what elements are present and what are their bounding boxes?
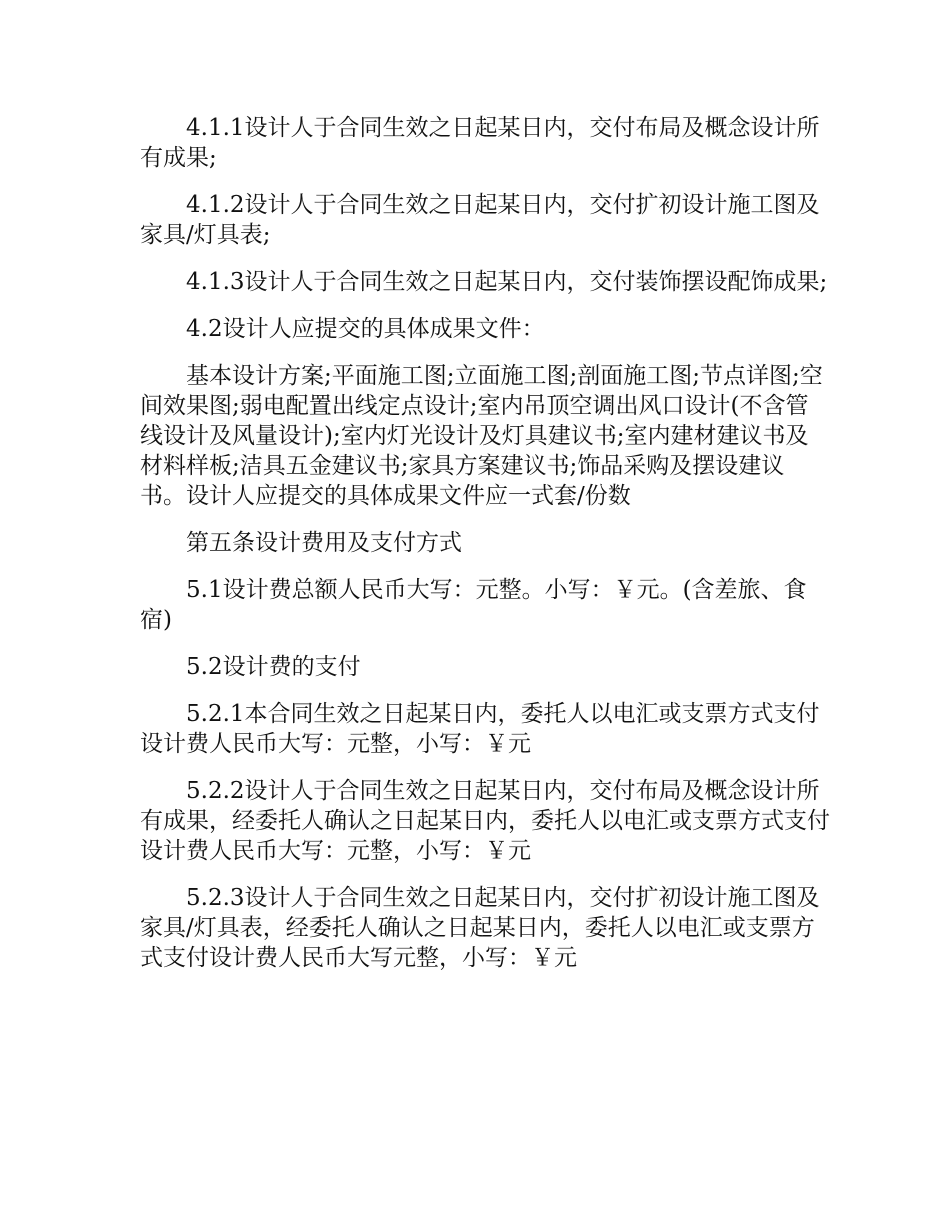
clause-4-1-2: 4.1.2设计人于合同生效之日起某日内，交付扩初设计施工图及家具/灯具表;	[140, 192, 820, 248]
clause-5-1: 5.1设计费总额人民币大写：元整。小写：￥元。(含差旅、食宿)	[140, 577, 807, 633]
clause-5-2: 5.2设计费的支付	[186, 654, 361, 680]
document-body	[140, 113, 830, 990]
clause-5-2-3: 5.2.3设计人于合同生效之日起某日内，交付扩初设计施工图及家具/灯具表，经委托人确认之日起某日内，委托人以电汇或支票方式支付设计费人民币大写元整，小写：￥元	[140, 885, 820, 971]
clause-4-2: 4.2设计人应提交的具体成果文件：	[186, 316, 545, 342]
clause-5-2-1: 5.2.1本合同生效之日起某日内，委托人以电汇或支票方式支付设计费人民币大写：元整，小写：￥元	[140, 701, 820, 757]
deliverables-list: 基本设计方案;平面施工图;立面施工图;剖面施工图;节点详图;空间效果图;弱电配置出线定点设计;室内吊顶空调出风口设计(不含管线设计及风量设计);室内灯光设计及灯具建议书;室内建材建议书及材料样板;洁具五金建议书;家具方案建议书;饰品采购及摆设建议书。设计人应提交的具体成果文件应一式套/份数	[140, 363, 823, 509]
clause-4-1-3: 4.1.3设计人于合同生效之日起某日内，交付装饰摆设配饰成果;	[186, 269, 828, 295]
clause-5-2-2: 5.2.2设计人于合同生效之日起某日内，交付布局及概念设计所有成果，经委托人确认之日起某日内，委托人以电汇或支票方式支付设计费人民币大写：元整，小写：￥元	[140, 778, 830, 864]
clause-4-1-1: 4.1.1设计人于合同生效之日起某日内，交付布局及概念设计所有成果;	[140, 115, 820, 171]
article-5-heading: 第五条设计费用及支付方式	[186, 530, 462, 556]
